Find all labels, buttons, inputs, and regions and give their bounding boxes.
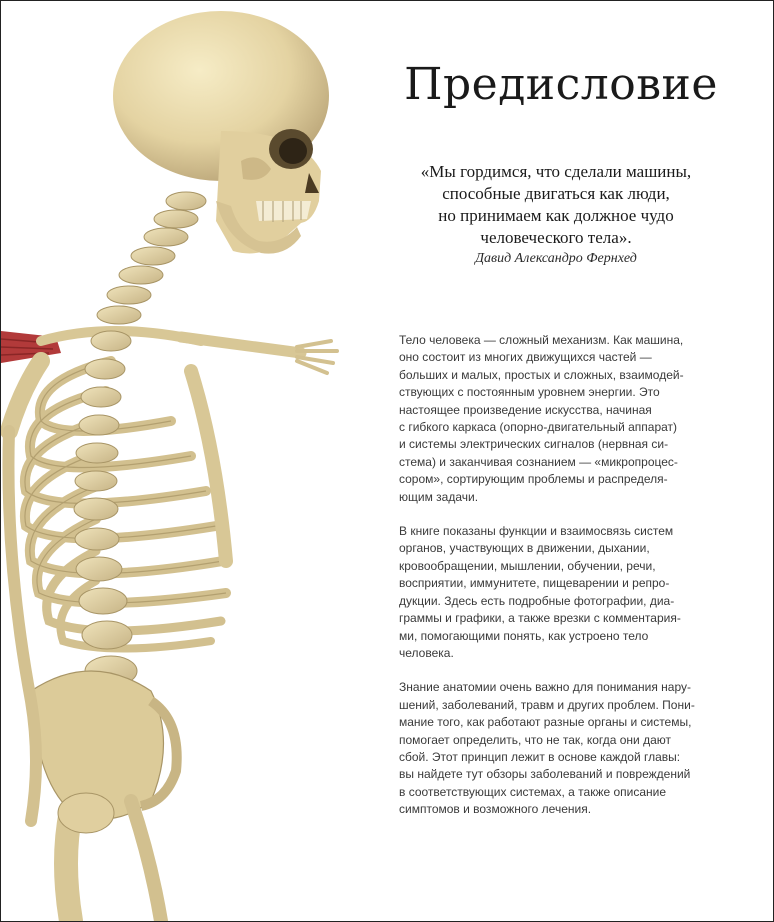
body-text (399, 332, 729, 836)
epigraph-line: «Мы гордимся, что сделали машины, (420, 162, 692, 181)
text-line: в соответствующих системах, а также описание (399, 784, 667, 799)
text-line: симптомов и возможного лечения. (399, 802, 592, 817)
epigraph-line: но принимаем как должное чудо (438, 206, 674, 225)
text-line: вы найдете тут обзоры заболеваний и повреждений (399, 767, 691, 782)
epigraph-quote (391, 161, 721, 249)
text-line: органов, участвующих в движении, дыхании, (399, 541, 650, 556)
text-line: кровообращении, мышлении, обучении, речи, (399, 558, 656, 573)
text-line: Знание анатомии очень важно для понимания нару- (399, 680, 692, 695)
text-line: восприятии, иммунитете, пищеварении и репро- (399, 576, 670, 591)
text-line: В книге показаны функции и взаимосвязь систем (399, 524, 674, 539)
page-title: Предисловие (404, 59, 718, 110)
paragraph (399, 332, 729, 506)
text-line: больших и малых, простых и сложных, взаимодей- (399, 367, 684, 382)
text-line: Тело человека — сложный механизм. Как машина, (399, 333, 684, 347)
epigraph-line: способные двигаться как люди, (442, 184, 670, 203)
text-line: с гибкого каркаса (опорно-двигательный аппарат) (399, 420, 678, 435)
text-line: помогает определить, что не так, когда они дают (399, 732, 672, 747)
text-line: ющим задачи. (399, 489, 479, 504)
text-line: ми, помогающими понять, как устроено тело (399, 628, 649, 643)
text-line: человека. (399, 645, 454, 660)
text-line: сором», сортирующим проблемы и распределя- (399, 472, 668, 487)
paragraph (399, 523, 729, 662)
paragraph (399, 679, 729, 818)
skeleton-illustration (1, 1, 361, 921)
epigraph-author: Давид Александро Фернхед (475, 251, 637, 266)
text-line: и системы электрических сигналов (нервная си- (399, 437, 669, 452)
text-line: мание того, как работают разные органы и системы, (399, 715, 692, 730)
text-line: стема) и заканчивая сознанием — «микропроцес- (399, 454, 678, 469)
text-line: настоящее произведение искусства, начиная (399, 402, 652, 417)
text-line: шений, заболеваний, травм и других проблем. Пони- (399, 697, 695, 712)
text-line: сбой. Этот принцип лежит в основе каждой главы: (399, 749, 681, 764)
text-line: ствующих с постоянным уровнем энергии. Это (399, 385, 660, 400)
text-line: дукции. Здесь есть подробные фотографии, диа- (399, 593, 675, 608)
epigraph-line: человеческого тела». (480, 228, 632, 247)
text-line: граммы и графики, а также врезки с комментария- (399, 611, 681, 626)
text-line: оно состоит из многих движущихся частей — (399, 350, 652, 365)
